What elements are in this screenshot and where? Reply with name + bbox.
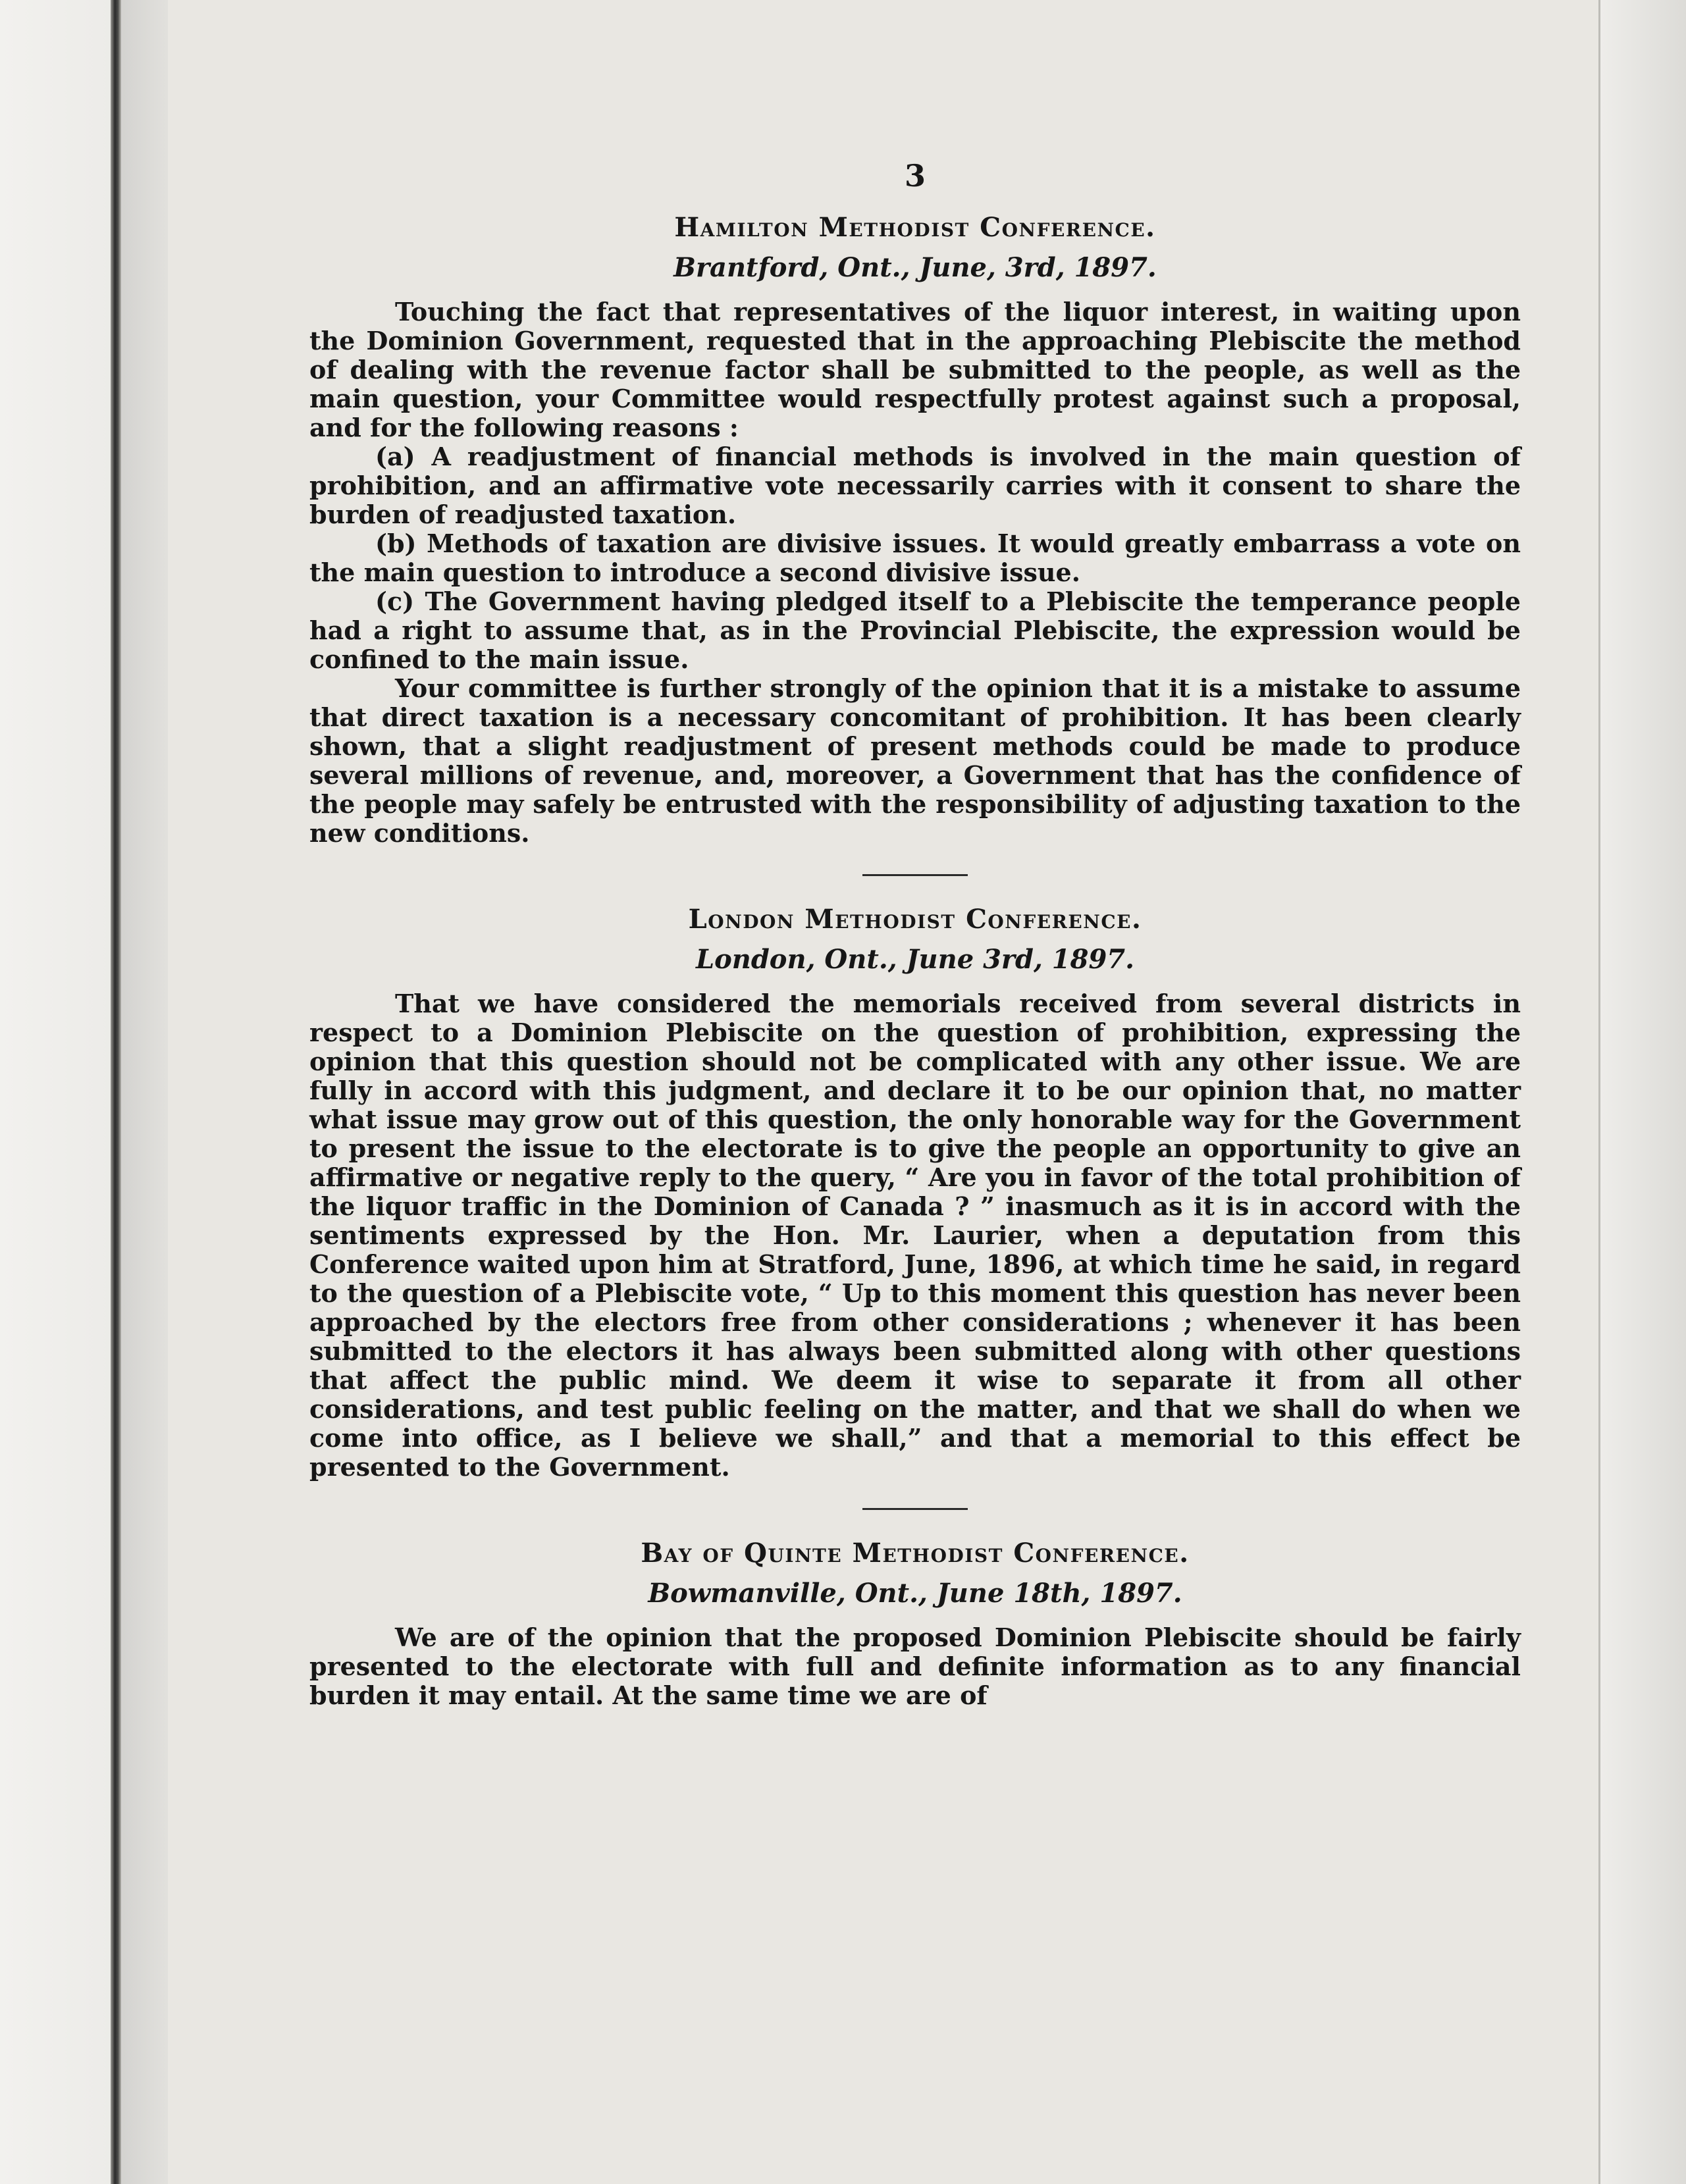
reason-a: (a) A readjustment of financial methods is involved in the main question of prohibition, and an affirmative vote necessarily carries with it consent to share the burden of readjusted taxation.	[309, 442, 1521, 529]
paragraph: Touching the fact that representatives of the liquor interest, in waiting upon the Dominion Government, requested that in the approaching Plebiscite the method of dealing with the revenue factor shall be submitted to the people, as well as the main question, your Committee would respectfully protest against such a proposal, and for the following reasons :	[309, 297, 1521, 442]
reason-c: (c) The Government having pledged itself to a Plebiscite the temperance people had a right to assume that, as in the Provincial Plebiscite, the expression would be confined to the main issue.	[309, 586, 1521, 674]
section-place-date: London, Ont., June 3rd, 1897.	[695, 944, 1135, 975]
section-heading: London Methodist Conference.	[688, 904, 1142, 935]
section-divider	[862, 1508, 968, 1510]
section-place-date: Brantford, Ont., June, 3rd, 1897.	[673, 252, 1157, 283]
section-divider	[862, 874, 968, 876]
reason-b: (b) Methods of taxation are divisive issues. It would greatly embarrass a vote on the main question to introduce a second divisive issue.	[309, 529, 1521, 587]
paragraph: That we have considered the memorials received from several districts in respect to a Dominion Plebiscite on the question of prohibition, expressing the opinion that this question should not be complicated with any other issue. We are fully in accord with this judgment, and declare it to be our opinion that, no matter what issue may grow out of this question, the only honorable way for the Government to present the issue to the electorate is to give the people an opportunity to give an affirmative or negative reply to the query, “ Are you in favor of the total prohibition of the liquor traffic in the Dominion of Canada ? ” inasmuch as it is in accord with the sentiments expressed by the Hon. Mr. Laurier, when a deputation from this Conference waited upon him at Stratford, June, 1896, at which time he said, in regard to the question of a Plebiscite vote, “ Up to this moment this question has never been approached by the electors free from other considerations ; whenever it has been submitted to the electors it has always been submitted along with other questions that affect the public mind. We deem it wise to separate it from all other considerations, and test public feeling on the matter, and that we shall do when we come into office, as I believe we shall,” and that a memorial to this effect be presented to the Government.	[309, 989, 1521, 1482]
section-heading: Bay of Quinte Methodist Conference.	[641, 1538, 1190, 1569]
hamilton-conference-section	[309, 212, 1521, 848]
bay-of-quinte-conference-section	[309, 1538, 1521, 1710]
paragraph: We are of the opinion that the proposed Dominion Plebiscite should be fairly presented to the electorate with full and definite information as to any financial burden it may entail. At the same time we are of	[309, 1623, 1521, 1710]
facing-page-edge	[1598, 0, 1686, 2184]
page-number: 3	[904, 158, 926, 194]
london-conference-section	[309, 904, 1521, 1482]
fold-shadow	[121, 0, 167, 2184]
paragraph: Your committee is further strongly of the opinion that it is a mistake to assume that direct taxation is a necessary concomitant of prohibition. It has been clearly shown, that a slight readjustment of present methods could be made to produce several millions of revenue, and, moreover, a Government that has the confidence of the people may safely be entrusted with the responsibility of adjusting taxation to the new conditions.	[309, 673, 1521, 848]
binding-fold	[111, 0, 121, 2184]
section-heading: Hamilton Methodist Conference.	[674, 212, 1156, 243]
document-page	[309, 132, 1521, 2073]
section-place-date: Bowmanville, Ont., June 18th, 1897.	[648, 1578, 1182, 1609]
